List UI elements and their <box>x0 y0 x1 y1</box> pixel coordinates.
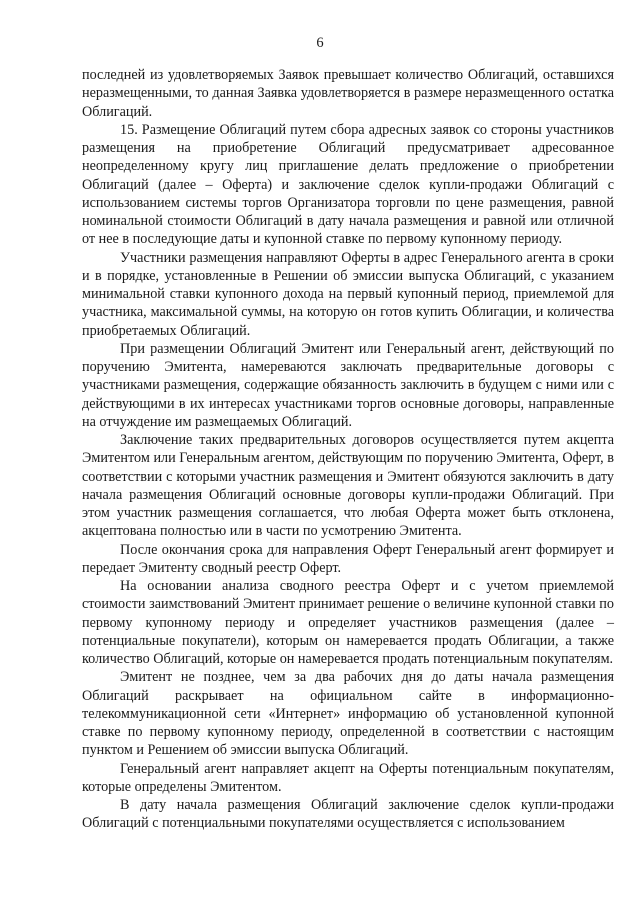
paragraph-preliminary-agreements: При размещении Облигаций Эмитент или Генеральный агент, действующий по поручению Эмитента, намереваются заключать предварительные договоры с участниками размещения, содержащие обязанность заключить в будущем с ними или с действующими в их интересах участниками торгов основные договоры, направленные на отчуждение им размещаемых Облигаций. <box>82 340 614 430</box>
paragraph-placement-start: В дату начала размещения Облигаций заключение сделок купли-продажи Облигаций с потенциальными покупателями осуществляется с использованием <box>82 797 614 832</box>
paragraph-continuation: последней из удовлетворяемых Заявок превышает количество Облигаций, оставшихся неразмещенными, то данная Заявка удовлетворяется в размере неразмещенного остатка Облигаций. <box>82 67 614 120</box>
paragraph-offer-registry: После окончания срока для направления Оферт Генеральный агент формирует и передает Эмитенту сводный реестр Оферт. <box>82 541 614 576</box>
paragraph-disclosure: Эмитент не позднее, чем за два рабочих дня до даты начала размещения Облигаций раскрывает на официальном сайте в информационно-телекоммуникационной сети «Интернет» информацию об установленной купонной ставке по первому купонному периоду, определенной в соответствии с настоящим пунктом и Решением об эмиссии выпуска Облигаций. <box>82 669 614 759</box>
document-body <box>82 66 614 833</box>
paragraph-item-15: 15. Размещение Облигаций путем сбора адресных заявок со стороны участников размещения на приобретение Облигаций предусматривает адресованное неопределенному кругу лиц приглашение делать предложение о приобретении Облигаций (далее – Оферта) и заключение сделок купли-продажи Облигаций с использованием системы торгов Организатора торговли по цене размещения, равной номинальной стоимости Облигаций в дату начала размещения и равной или отличной от нее в последующие даты и купонной ставке по первому купонному периоду. <box>82 121 614 248</box>
paragraph-acceptance: Заключение таких предварительных договоров осуществляется путем акцепта Эмитентом или Генеральным агентом, действующим по поручению Эмитента, Оферт, в соответствии с которыми участник размещения и Эмитент обязуются заключить в дату начала размещения Облигаций основные договоры купли-продажи Облигаций. При этом участник размещения соглашается, что любая Оферта может быть отклонена, акцептована полностью или в части по усмотрению Эмитента. <box>82 432 614 540</box>
paragraph-coupon-decision: На основании анализа сводного реестра Оферт и с учетом приемлемой стоимости заимствований Эмитент принимает решение о величине купонной ставки по первому купонному периоду и определяет участников размещения (далее – потенциальные покупатели), которым он намеревается продать Облигации, а также количество Облигаций, которые он намеревается продать потенциальным покупателям. <box>82 578 614 667</box>
paragraph-offers-submission: Участники размещения направляют Оферты в адрес Генерального агента в сроки и в порядке, установленные в Решении об эмиссии выпуска Облигаций, с указанием минимальной ставки купонного дохода на первый купонный период, приемлемой для участника, максимальной суммы, на которую он готов купить Облигации, и количества приобретаемых Облигаций. <box>82 249 614 339</box>
page-number: 6 <box>316 35 324 51</box>
paragraph-agent-acceptance: Генеральный агент направляет акцепт на Оферты потенциальным покупателям, которые определены Эмитентом. <box>82 760 614 795</box>
